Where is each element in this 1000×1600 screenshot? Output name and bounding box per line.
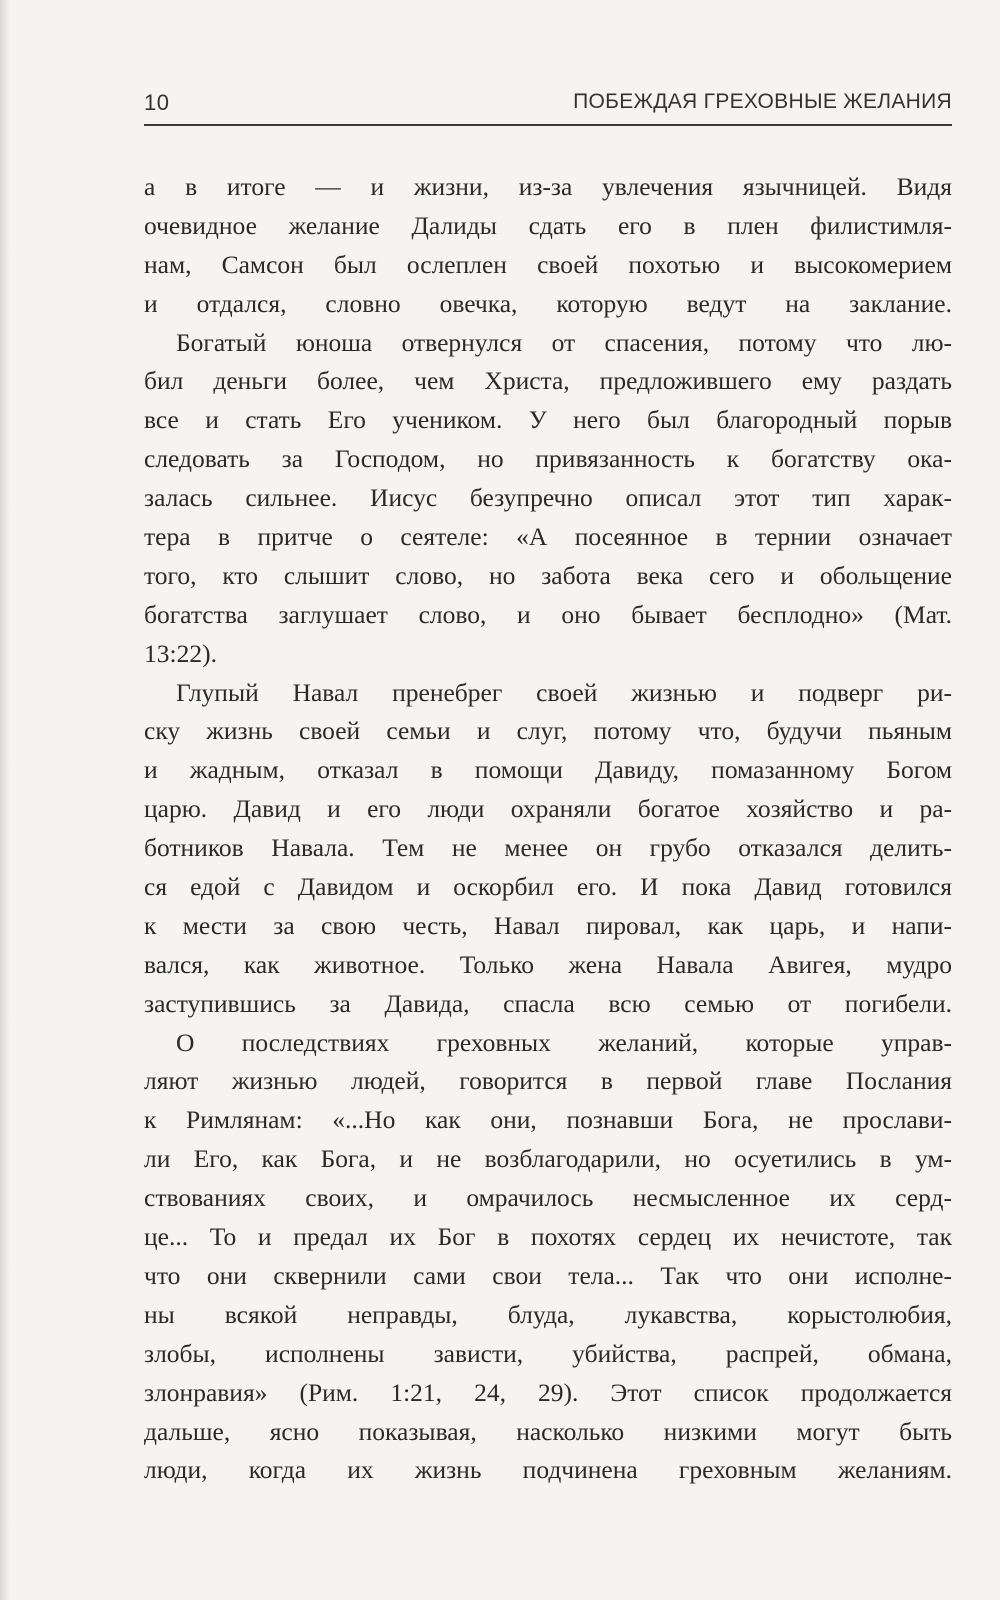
page-edge-shadow — [0, 0, 10, 1600]
text-line: того, кто слышит слово, но забота века сего и обольщение — [144, 560, 952, 590]
text-line: к Римлянам: «...Но как они, познавши Бога, не прослави- — [144, 1105, 952, 1135]
paragraph-1 — [144, 168, 952, 324]
text-line: 13:22). — [144, 638, 217, 668]
text-line: ствованиях своих, и омрачилось несмысленное их серд- — [144, 1183, 952, 1213]
text-line: бил деньги более, чем Христа, предложившего ему раздать — [144, 366, 952, 396]
text-line: злонравия» (Рим. 1:21, 24, 29). Этот список продолжается — [144, 1377, 952, 1407]
paragraph-3 — [144, 674, 952, 1024]
text-line: нам, Самсон был ослеплен своей похотью и высокомерием — [144, 249, 952, 279]
body-text — [144, 168, 952, 1490]
text-line: О последствиях греховных желаний, которые управ- — [176, 1027, 952, 1057]
running-head — [144, 84, 952, 126]
text-line: заступившись за Давида, спасла всю семью от погибели. — [144, 988, 952, 1018]
text-line: ны всякой неправды, блуда, лукавства, корыстолюбия, — [144, 1299, 952, 1329]
text-line: ску жизнь своей семьи и слуг, потому что, будучи пьяным — [144, 716, 952, 746]
paragraph-2 — [144, 324, 952, 674]
text-line: ся едой с Давидом и оскорбил его. И пока Давид готовился — [144, 872, 952, 902]
text-line: ляют жизнью людей, говорится в первой главе Послания — [144, 1066, 952, 1096]
text-line: что они сквернили сами свои тела... Так что они исполне- — [144, 1260, 952, 1290]
text-line: ли Его, как Бога, и не возблагодарили, но осуетились в ум- — [144, 1144, 952, 1174]
text-line: очевидное желание Далиды сдать его в плен филистимля- — [144, 210, 952, 240]
text-line: злобы, исполнены зависти, убийства, распрей, обмана, — [144, 1338, 952, 1368]
text-line: це... То и предал их Бог в похотях сердец их нечистоте, так — [144, 1222, 952, 1252]
text-line: люди, когда их жизнь подчинена греховным желаниям. — [144, 1455, 952, 1485]
page-number: 10 — [144, 90, 170, 115]
text-line: и жадным, отказал в помощи Давиду, помазанному Богом — [144, 755, 952, 785]
text-line: все и стать Его учеником. У него был благородный порыв — [144, 405, 952, 435]
text-line: вался, как животное. Только жена Навала Авигея, мудро — [144, 949, 952, 979]
text-line: залась сильнее. Иисус безупречно описал этот тип харак- — [144, 483, 952, 513]
running-title: ПОБЕЖДАЯ ГРЕХОВНЫЕ ЖЕЛАНИЯ — [573, 90, 952, 113]
paragraph-4 — [144, 1024, 952, 1491]
text-line: Глупый Навал пренебрег своей жизнью и подверг ри- — [176, 677, 952, 707]
text-line: тера в притче о сеятеле: «А посеянное в тернии означает — [144, 522, 952, 552]
text-line: а в итоге — и жизни, из-за увлечения язычницей. Видя — [144, 172, 952, 201]
text-line: и отдался, словно овечка, которую ведут на заклание. — [144, 288, 952, 318]
text-line: Богатый юноша отвернулся от спасения, потому что лю- — [176, 327, 952, 357]
text-line: дальше, ясно показывая, насколько низкими могут быть — [144, 1416, 952, 1446]
text-line: следовать за Господом, но привязанность к богатству ока- — [144, 444, 952, 474]
text-line: ботников Навала. Тем не менее он грубо отказался делить- — [144, 833, 952, 863]
text-line: богатства заглушает слово, и оно бывает бесплодно» (Мат. — [144, 599, 952, 629]
text-line: царю. Давид и его люди охраняли богатое хозяйство и ра- — [144, 794, 952, 824]
text-line: к мести за свою честь, Навал пировал, как царь, и напи- — [144, 910, 952, 940]
